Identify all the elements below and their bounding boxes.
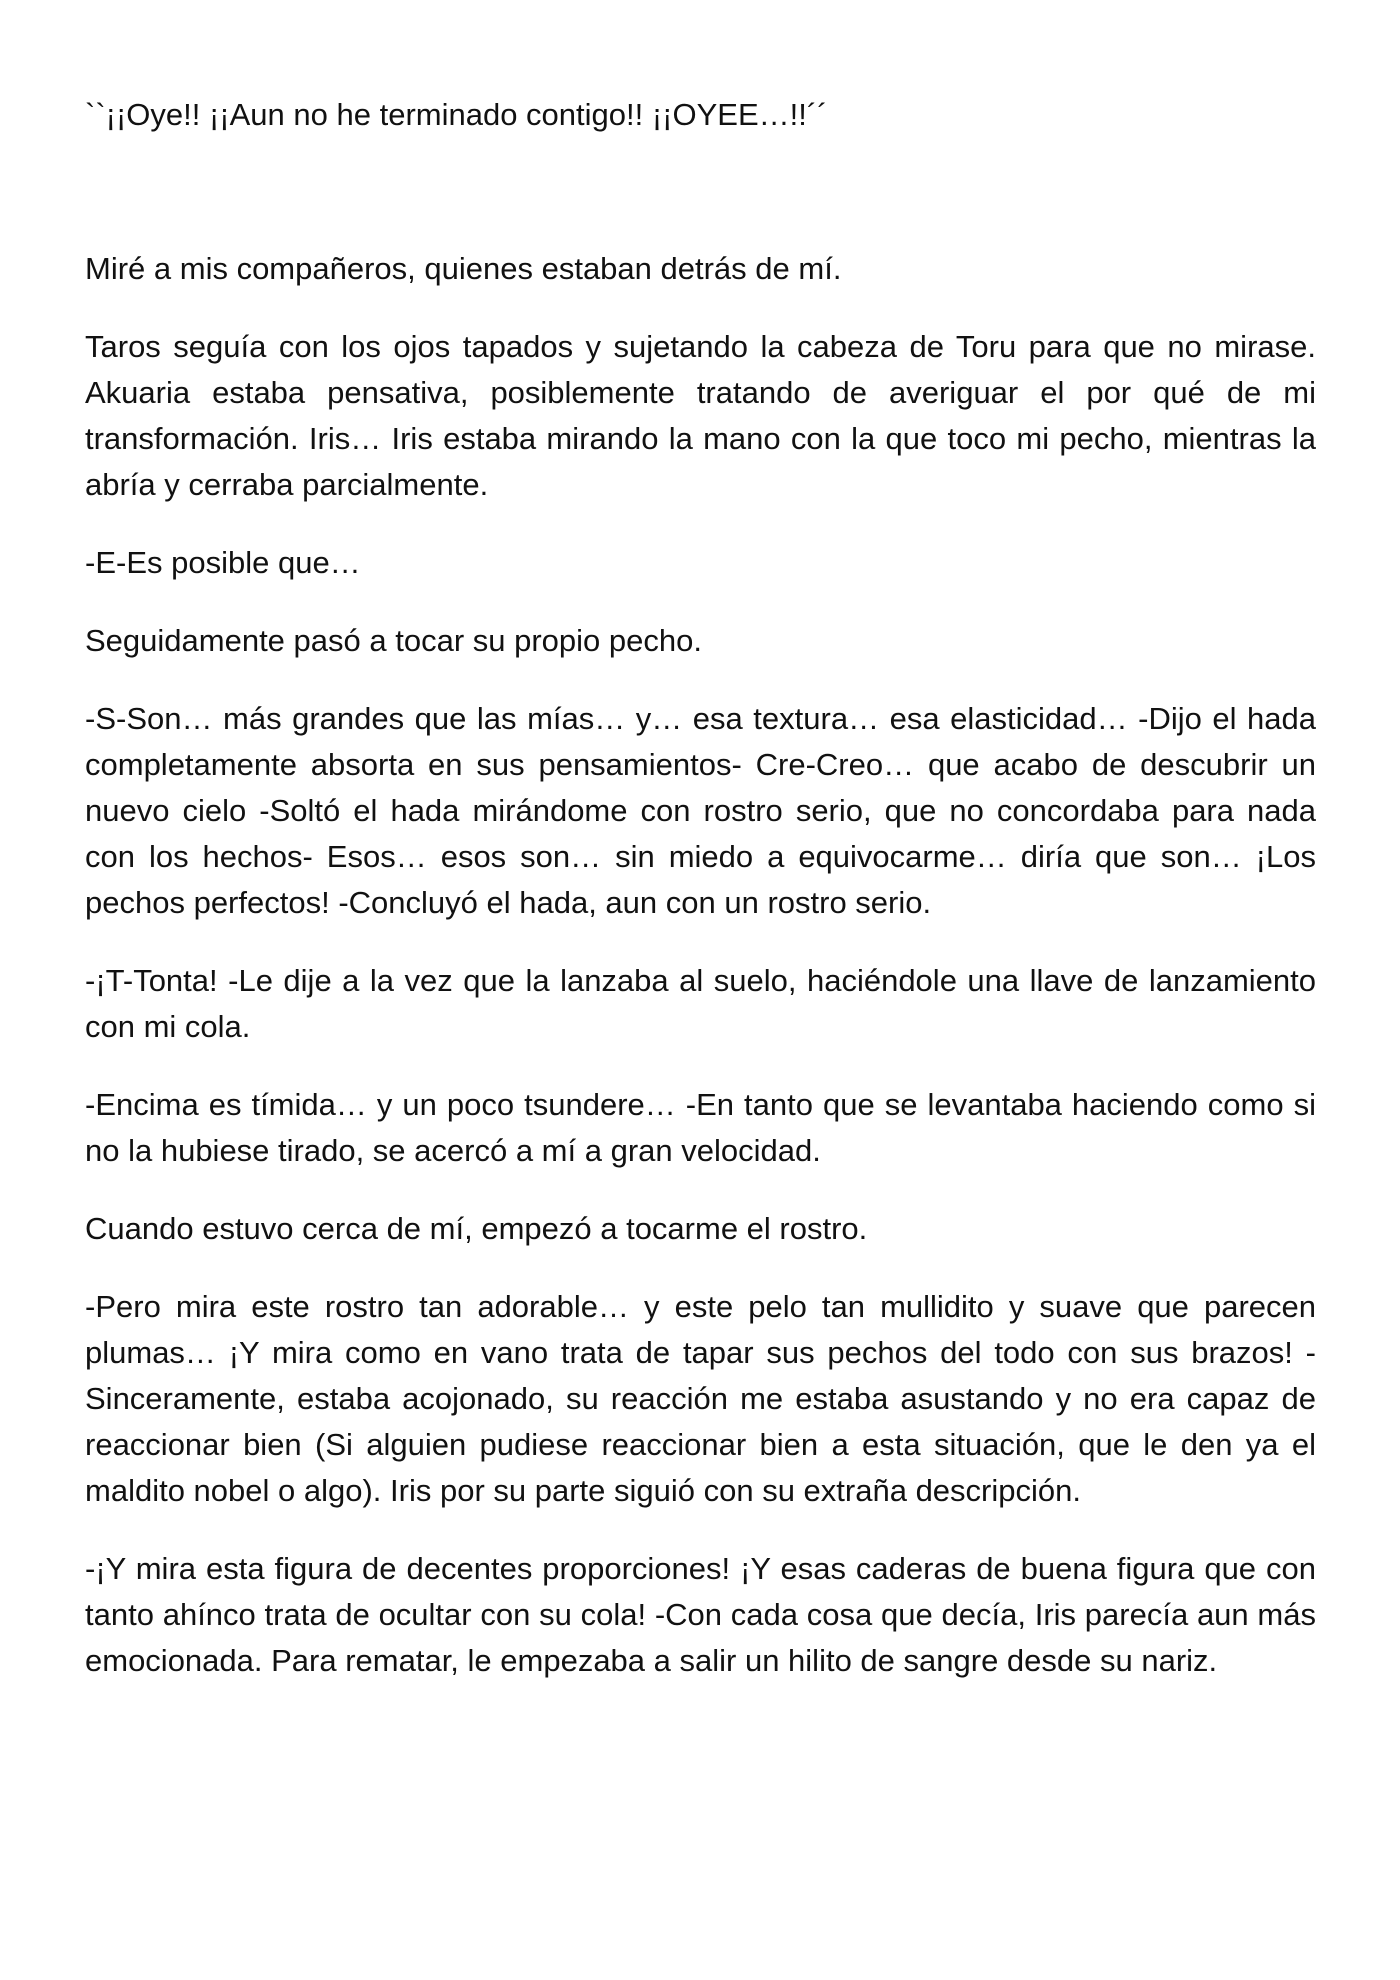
paragraph: -Pero mira este rostro tan adorable… y este pelo tan mullidito y suave que parecen plumas… ¡Y mira como en vano trata de tapar sus pechos del todo con sus brazos! -Sinceramente, estaba acojonado, su reacción me estaba asustando y no era capaz de reaccionar bien (Si alguien pudiese reaccionar bien a esta situación, que le den ya el maldito nobel o algo). Iris por su parte siguió con su extraña descripción. bbox=[85, 1289, 1316, 1508]
paragraph-shout: ``¡¡Oye!! ¡¡Aun no he terminado contigo!! ¡¡OYEE…!!´´ bbox=[85, 97, 828, 132]
paragraph: -¡Y mira esta figura de decentes proporciones! ¡Y esas caderas de buena figura que con tanto ahínco trata de ocultar con su cola! -Con cada cosa que decía, Iris parecía aun más emocionada. Para rematar, le empezaba a salir un hilito de sangre desde su nariz. bbox=[85, 1551, 1316, 1678]
paragraph: Taros seguía con los ojos tapados y sujetando la cabeza de Toru para que no mirase. Akuaria estaba pensativa, posiblemente tratando de averiguar el por qué de mi transformación. Iris… Iris estaba mirando la mano con la que toco mi pecho, mientras la abría y cerraba parcialmente. bbox=[85, 329, 1316, 502]
paragraph: -¡T-Tonta! -Le dije a la vez que la lanzaba al suelo, haciéndole una llave de lanzamiento con mi cola. bbox=[85, 963, 1316, 1044]
paragraph: -Encima es tímida… y un poco tsundere… -En tanto que se levantaba haciendo como si no la hubiese tirado, se acercó a mí a gran velocidad. bbox=[85, 1087, 1316, 1168]
paragraph: -S-Son… más grandes que las mías… y… esa textura… esa elasticidad… -Dijo el hada completamente absorta en sus pensamientos- Cre-Creo… que acabo de descubrir un nuevo cielo -Soltó el hada mirándome con rostro serio, que no concordaba para nada con los hechos- Esos… esos son… sin miedo a equivocarme… diría que son… ¡Los pechos perfectos! -Concluyó el hada, aun con un rostro serio. bbox=[85, 701, 1316, 920]
body-text bbox=[85, 92, 1316, 1716]
paragraph: Cuando estuvo cerca de mí, empezó a tocarme el rostro. bbox=[85, 1211, 868, 1246]
paragraph: Miré a mis compañeros, quienes estaban detrás de mí. bbox=[85, 251, 842, 286]
paragraph: -E-Es posible que… bbox=[85, 545, 361, 580]
paragraph: Seguidamente pasó a tocar su propio pecho. bbox=[85, 623, 702, 658]
